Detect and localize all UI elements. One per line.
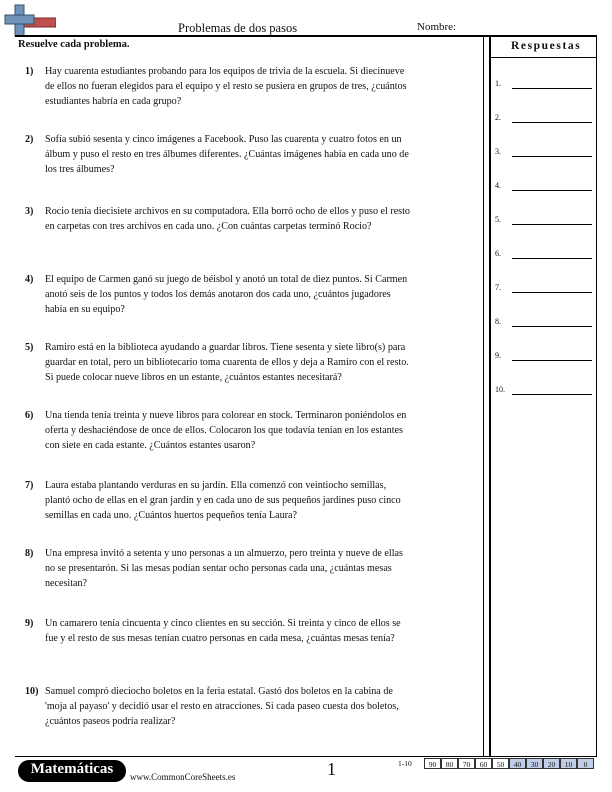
- problem-text-line: Una empresa invitó a setenta y uno personas a un almuerzo, pero treinta y nueve de ellas: [45, 548, 403, 559]
- problem-text: [45, 64, 495, 110]
- problem-text-line: plantó ocho de ellas en el gran jardín y en cada uno de sus pequeños jardines puso cinco: [45, 495, 401, 507]
- answer-number: 3.: [495, 147, 501, 156]
- problem-text-line: Un camarero tenía cincuenta y cinco clientes en su sección. Si treinta y cinco de ellos se: [45, 618, 401, 629]
- answer-line-4[interactable]: [512, 190, 592, 191]
- answer-line-8[interactable]: [512, 326, 592, 327]
- problem-text-line: álbum y puso el resto en tres álbumes diferentes. ¿Cuántas imágenes había en cada uno de: [45, 149, 409, 161]
- problem-number: 10): [25, 686, 39, 697]
- problem-text-line: anotó seis de los puntos y todos los demás anotaron dos cada uno, ¿cuántos jugadores: [45, 289, 391, 301]
- problem-text-line: había en su equipo?: [45, 304, 125, 316]
- problem-number: 9): [25, 618, 34, 629]
- score-cell: 70: [458, 758, 475, 769]
- answers-title: Respuestas: [511, 40, 582, 52]
- answer-line-6[interactable]: [512, 258, 592, 259]
- problem-text-line: Sofía subió sesenta y cinco imágenes a Facebook. Puso las cuarenta y cuatro fotos en un: [45, 134, 402, 145]
- problem-number: 5): [25, 342, 34, 353]
- score-cell: 80: [441, 758, 458, 769]
- problem-text: [45, 408, 495, 454]
- instructions: Resuelve cada problema.: [18, 39, 130, 50]
- score-cell: 40: [509, 758, 526, 769]
- answer-number: 5.: [495, 215, 501, 224]
- website-url: www.CommonCoreSheets.es: [130, 772, 236, 782]
- answers-divider: [490, 57, 596, 58]
- problem-text-line: El equipo de Carmen ganó su juego de béisbol y anotó un total de diez puntos. Si Carmen: [45, 274, 408, 285]
- problem-text-line: estudiantes habría en cada grupo?: [45, 96, 182, 108]
- answer-number: 9.: [495, 351, 501, 360]
- problem-text-line: oferta y deshaciéndose de once de ellos. Colocaron los que todavía tenían en los estantes: [45, 425, 403, 437]
- score-cell: 30: [526, 758, 543, 769]
- problem-text-line: fue y el resto de sus mesas tenían cuatro personas en cada mesa, ¿cuántas mesas tenía?: [45, 633, 395, 645]
- score-cell: 60: [475, 758, 492, 769]
- answer-line-1[interactable]: [512, 88, 592, 89]
- problem-number: 4): [25, 274, 34, 285]
- plus-minus-logo-icon: [4, 4, 56, 38]
- problem-text-line: Rocio tenía diecisiete archivos en su computadora. Ella borró ocho de ellos y puso el resto: [45, 206, 410, 217]
- score-cell: 50: [492, 758, 509, 769]
- problem-text: [45, 340, 495, 386]
- problem-text-line: en carpetas con tres archivos en cada uno. ¿Con cuántas carpetas terminó Rocio?: [45, 221, 372, 233]
- answer-number: 7.: [495, 283, 501, 292]
- answer-line-9[interactable]: [512, 360, 592, 361]
- header-divider: [15, 35, 597, 37]
- problem-number: 2): [25, 134, 34, 145]
- problem-text-line: 'moja al payaso' y decidió usar el resto en atracciones. Si cada paseo cuesta dos boletos,: [45, 701, 399, 713]
- answer-line-2[interactable]: [512, 122, 592, 123]
- problem-number: 6): [25, 410, 34, 421]
- problem-text-line: Una tienda tenía treinta y nueve libros para colorear en stock. Terminaron poniéndolos en: [45, 410, 407, 421]
- answer-number: 1.: [495, 79, 501, 88]
- problem-text-line: de ellos no fueran elegidos para el equipo y el resto se pusiera en grupos de tres, ¿cuántos: [45, 81, 407, 93]
- problem-text-line: Laura estaba plantando verduras en su jardín. Ella comenzó con veintiocho semillas,: [45, 480, 387, 491]
- answer-number: 6.: [495, 249, 501, 258]
- problem-text: [45, 204, 495, 234]
- problem-text-line: no se presentarón. Si las mesas podían sentar ocho personas cada una, ¿cuántas mesas: [45, 563, 392, 575]
- problem-text-line: Ramiro está en la biblioteca ayudando a guardar libros. Tiene sesenta y siete libro(s) para: [45, 342, 406, 353]
- problem-text-line: necesitan?: [45, 578, 88, 590]
- problem-number: 3): [25, 206, 34, 217]
- problem-text-line: los tres álbumes?: [45, 164, 115, 176]
- page-number: 1: [327, 759, 336, 779]
- brand-label: Matemáticas: [30, 761, 114, 777]
- right-border: [596, 35, 597, 757]
- answer-number: 4.: [495, 181, 501, 190]
- score-cell: 90: [424, 758, 441, 769]
- problem-text-line: semillas en cada uno. ¿Cuántos huertos pequeños tenía Laura?: [45, 510, 297, 522]
- answer-number: 2.: [495, 113, 501, 122]
- problem-text-line: ¿cuántos paseos podría realizar?: [45, 716, 176, 728]
- problem-text: [45, 546, 495, 592]
- footer-divider: [15, 756, 597, 757]
- problem-text-line: Si puede colocar nueve libros en un estante, ¿cuántos estantes necesitará?: [45, 372, 342, 384]
- problem-number: 8): [25, 548, 34, 559]
- problem-number: 1): [25, 66, 34, 77]
- answer-number: 8.: [495, 317, 501, 326]
- name-label: Nombre:: [417, 21, 457, 33]
- problem-text: [45, 132, 495, 178]
- worksheet-title: Problemas de dos pasos: [178, 21, 298, 35]
- score-cell: 20: [543, 758, 560, 769]
- problem-number: 7): [25, 480, 34, 491]
- score-cell: 10: [560, 758, 577, 769]
- answer-number: 10.: [495, 385, 505, 394]
- answer-line-10[interactable]: [512, 394, 592, 395]
- problem-text: [45, 478, 495, 524]
- answer-line-3[interactable]: [512, 156, 592, 157]
- problem-text-line: Hay cuarenta estudiantes probando para los equipos de trivia de la escuela. Si diecinueve: [45, 66, 405, 77]
- score-cell: 0: [577, 758, 594, 769]
- answer-line-7[interactable]: [512, 292, 592, 293]
- problem-text-line: con siete en cada estante. ¿Cuántos estantes usaron?: [45, 440, 256, 452]
- answer-line-5[interactable]: [512, 224, 592, 225]
- problem-text: [45, 616, 495, 646]
- score-range-label: 1-10: [398, 759, 412, 768]
- problem-text: [45, 684, 495, 730]
- problem-text-line: guardar en total, pero un bibliotecario toma cuarenta de ellos y deja a Ramiro con el resto.: [45, 357, 409, 369]
- problem-text: [45, 272, 495, 318]
- problem-text-line: Samuel compró dieciocho boletos en la feria estatal. Gastó dos boletos en la cabina de: [45, 686, 393, 697]
